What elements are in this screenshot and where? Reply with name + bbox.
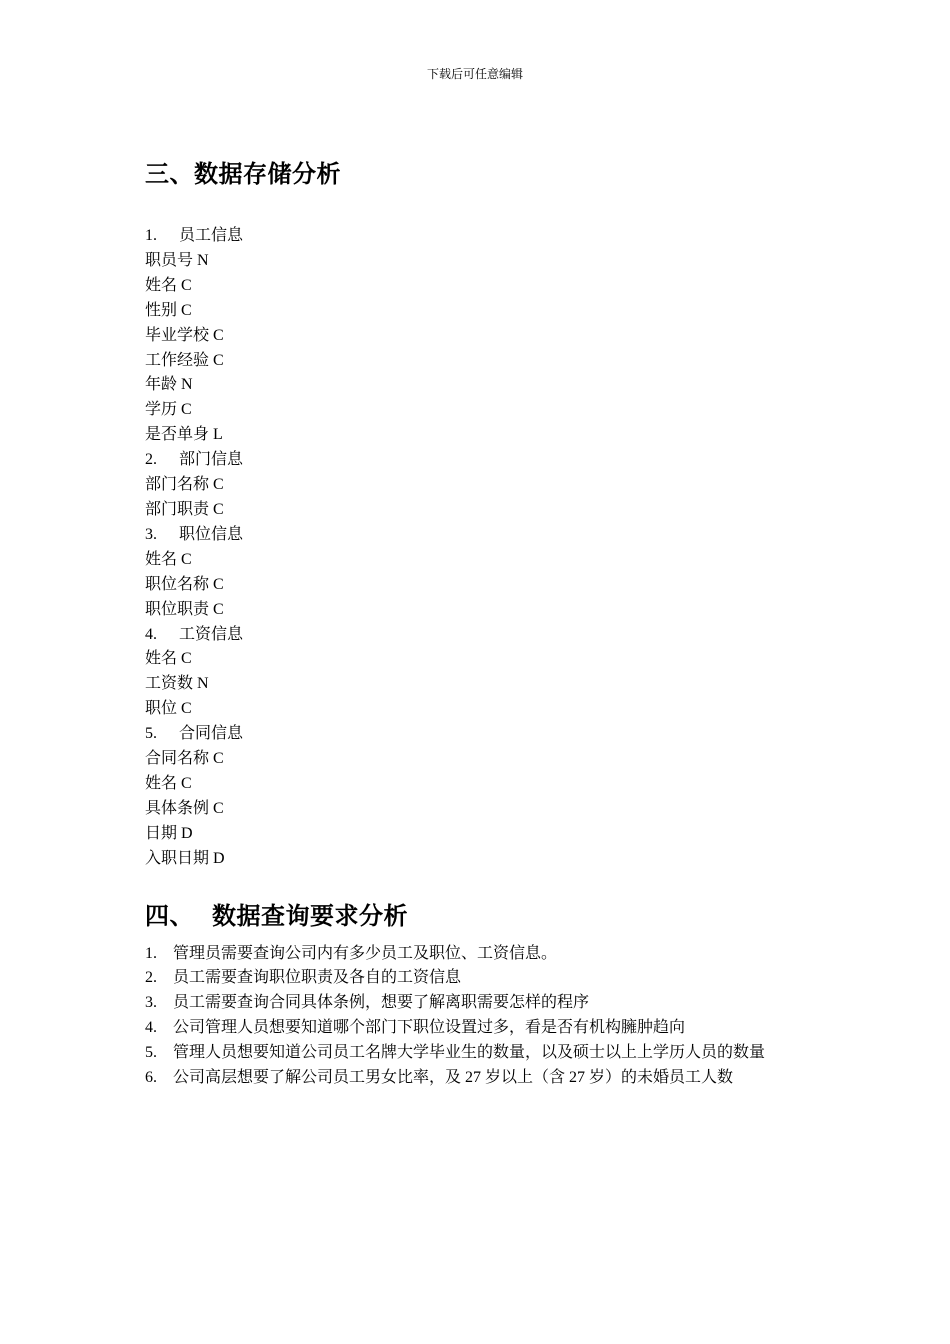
storage-group-position <box>145 523 845 623</box>
group-title: 员工信息 <box>179 227 244 244</box>
storage-group-contract <box>145 722 845 871</box>
item-number: 6. <box>145 1069 157 1087</box>
group-title: 部门信息 <box>179 451 244 469</box>
field-line: 学历 C <box>145 401 192 419</box>
field-line: 姓名 C <box>145 774 192 792</box>
group-number: 2. <box>145 451 157 469</box>
field-line: 职员号 N <box>145 251 209 269</box>
group-number: 3. <box>145 525 157 543</box>
field-line: 性别 C <box>145 301 192 319</box>
document-body <box>145 150 845 1091</box>
list-item <box>145 966 845 991</box>
field-line: 姓名 C <box>145 276 192 294</box>
item-text: 管理员需要查询公司内有多少员工及职位、工资信息。 <box>173 944 558 962</box>
page-header: 下载后可任意编辑 <box>426 67 523 81</box>
field-line: 工资数 N <box>145 675 209 693</box>
section-3-title: 三、数据存储分析 <box>145 160 341 188</box>
group-number: 5. <box>145 725 157 743</box>
field-line: 毕业学校 C <box>145 326 224 344</box>
item-number: 5. <box>145 1044 157 1062</box>
field-line: 年龄 N <box>145 376 193 394</box>
group-heading <box>145 224 845 249</box>
field-line: 部门名称 C <box>145 476 224 494</box>
field-line: 姓名 C <box>145 650 192 668</box>
field-line: 工作经验 C <box>145 351 224 369</box>
field-line: 合同名称 C <box>145 750 224 768</box>
item-number: 4. <box>145 1019 157 1037</box>
field-line: 具体条例 C <box>145 799 224 817</box>
group-heading <box>145 448 845 473</box>
list-item <box>145 942 845 967</box>
item-text: 公司管理人员想要知道哪个部门下职位设置过多，看是否有机构臃肿趋向 <box>173 1019 686 1037</box>
list-item <box>145 1041 845 1066</box>
section-4-title <box>145 892 845 940</box>
group-title: 合同信息 <box>179 725 244 743</box>
field-line: 职位名称 C <box>145 575 224 593</box>
storage-group-employee <box>145 224 845 448</box>
query-requirements-list <box>145 942 845 1091</box>
field-line: 职位职责 C <box>145 600 224 618</box>
item-text: 公司高层想要了解公司员工男女比率，及 27 岁以上（含 27 岁）的未婚员工人数 <box>173 1069 734 1087</box>
storage-group-department <box>145 448 845 523</box>
section-4-number: 四、 <box>145 901 194 930</box>
section-4-title-text: 数据查询要求分析 <box>212 901 408 930</box>
group-heading <box>145 523 845 548</box>
list-item <box>145 1066 845 1091</box>
group-heading <box>145 623 845 648</box>
item-text: 员工需要查询职位职责及各自的工资信息 <box>173 969 462 987</box>
storage-group-salary <box>145 623 845 723</box>
list-item <box>145 991 845 1016</box>
item-number: 1. <box>145 944 157 962</box>
item-number: 3. <box>145 994 157 1012</box>
group-heading <box>145 722 845 747</box>
field-line: 入职日期 D <box>145 849 225 867</box>
item-text: 员工需要查询合同具体条例，想要了解离职需要怎样的程序 <box>173 994 590 1012</box>
field-line: 部门职责 C <box>145 500 224 518</box>
group-number: 1. <box>145 227 157 244</box>
field-line: 职位 C <box>145 700 192 718</box>
group-number: 4. <box>145 625 157 643</box>
group-title: 职位信息 <box>179 525 244 543</box>
field-line: 日期 D <box>145 824 193 842</box>
item-number: 2. <box>145 969 157 987</box>
group-title: 工资信息 <box>179 625 244 643</box>
field-line: 姓名 C <box>145 550 192 568</box>
list-item <box>145 1016 845 1041</box>
item-text: 管理人员想要知道公司员工名牌大学毕业生的数量，以及硕士以上上学历人员的数量 <box>173 1044 766 1062</box>
field-line: 是否单身 L <box>145 426 223 444</box>
